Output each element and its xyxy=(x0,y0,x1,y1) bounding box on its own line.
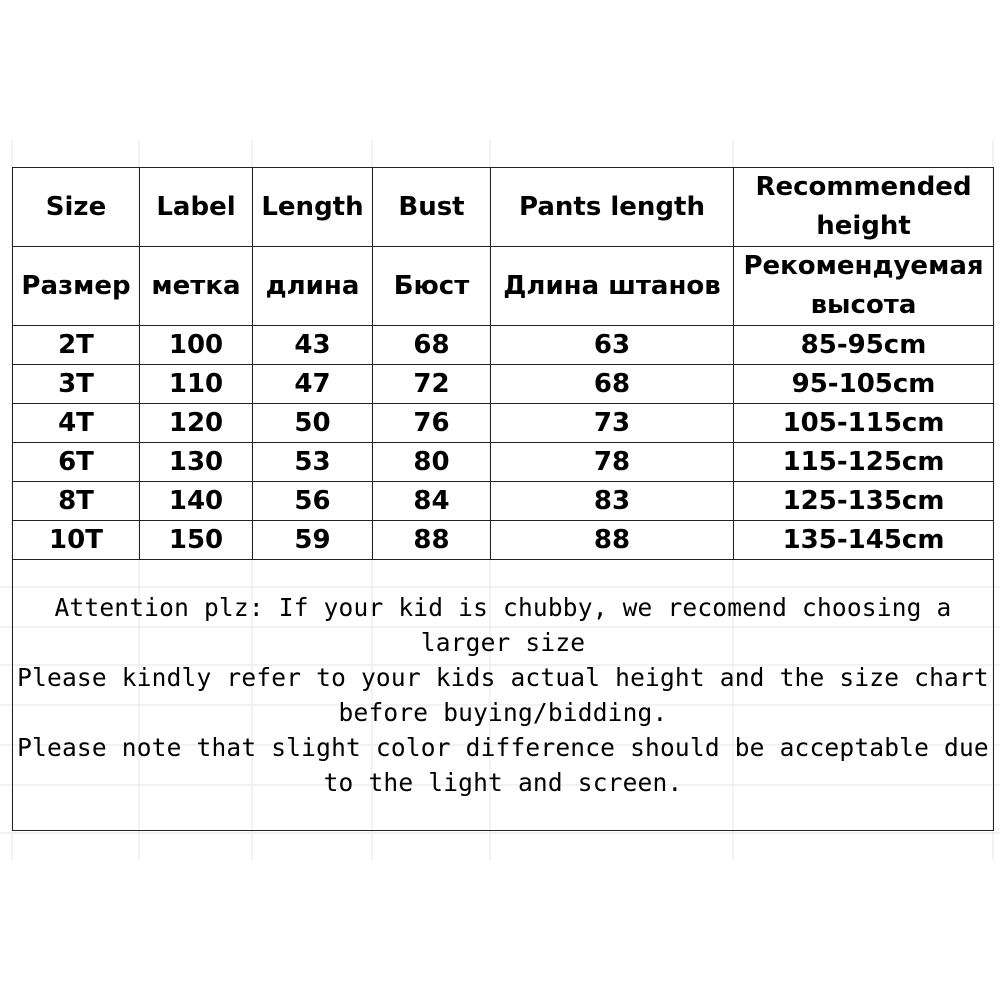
column-header-bust-ru: Бюст xyxy=(373,247,491,326)
pants-length-cell: 83 xyxy=(491,482,734,521)
length-cell: 47 xyxy=(253,365,373,404)
bust-cell: 72 xyxy=(373,365,491,404)
height-cell: 95-105cm xyxy=(734,365,994,404)
column-header-bust: Bust xyxy=(373,168,491,247)
length-cell: 59 xyxy=(253,521,373,560)
table-row xyxy=(13,404,994,443)
size-cell: 10T xyxy=(13,521,140,560)
height-cell: 115-125cm xyxy=(734,443,994,482)
note-color-difference: Please note that slight color difference should be acceptable due to the light and screen. xyxy=(17,733,989,797)
column-header-length: Length xyxy=(253,168,373,247)
length-cell: 56 xyxy=(253,482,373,521)
bust-cell: 88 xyxy=(373,521,491,560)
pants-length-cell: 73 xyxy=(491,404,734,443)
column-header-recommended-height: Recommended height xyxy=(734,168,994,247)
column-header-size-ru: Размер xyxy=(13,247,140,326)
size-cell: 6T xyxy=(13,443,140,482)
length-cell: 50 xyxy=(253,404,373,443)
pants-length-cell: 88 xyxy=(491,521,734,560)
column-header-size: Size xyxy=(13,168,140,247)
table-row xyxy=(13,443,994,482)
size-cell: 8T xyxy=(13,482,140,521)
pants-length-cell: 68 xyxy=(491,365,734,404)
height-cell: 125-135cm xyxy=(734,482,994,521)
height-cell: 105-115cm xyxy=(734,404,994,443)
bust-cell: 68 xyxy=(373,326,491,365)
notes-row xyxy=(13,560,994,831)
label-cell: 150 xyxy=(140,521,253,560)
height-cell: 135-145cm xyxy=(734,521,994,560)
column-header-recommended-height-ru: Рекомендуемая высота xyxy=(734,247,994,326)
size-chart-table xyxy=(12,167,994,831)
height-cell: 85-95cm xyxy=(734,326,994,365)
label-cell: 120 xyxy=(140,404,253,443)
column-header-pants-length: Pants length xyxy=(491,168,734,247)
note-attention: Attention plz: If your kid is chubby, we recomend choosing a larger size xyxy=(54,593,952,657)
label-cell: 130 xyxy=(140,443,253,482)
label-cell: 100 xyxy=(140,326,253,365)
label-cell: 140 xyxy=(140,482,253,521)
header-row-english xyxy=(13,168,994,247)
table-row xyxy=(13,482,994,521)
bust-cell: 84 xyxy=(373,482,491,521)
size-cell: 2T xyxy=(13,326,140,365)
notes-cell xyxy=(13,560,994,831)
column-header-label-ru: метка xyxy=(140,247,253,326)
size-cell: 3T xyxy=(13,365,140,404)
column-header-length-ru: длина xyxy=(253,247,373,326)
column-header-pants-length-ru: Длина штанов xyxy=(491,247,734,326)
note-refer-height: Please kindly refer to your kids actual height and the size chart before buying/bidding. xyxy=(17,663,989,727)
pants-length-cell: 63 xyxy=(491,326,734,365)
label-cell: 110 xyxy=(140,365,253,404)
length-cell: 53 xyxy=(253,443,373,482)
header-row-russian xyxy=(13,247,994,326)
table-row xyxy=(13,365,994,404)
bust-cell: 80 xyxy=(373,443,491,482)
length-cell: 43 xyxy=(253,326,373,365)
column-header-label: Label xyxy=(140,168,253,247)
bust-cell: 76 xyxy=(373,404,491,443)
table-row xyxy=(13,521,994,560)
size-cell: 4T xyxy=(13,404,140,443)
table-row xyxy=(13,326,994,365)
pants-length-cell: 78 xyxy=(491,443,734,482)
